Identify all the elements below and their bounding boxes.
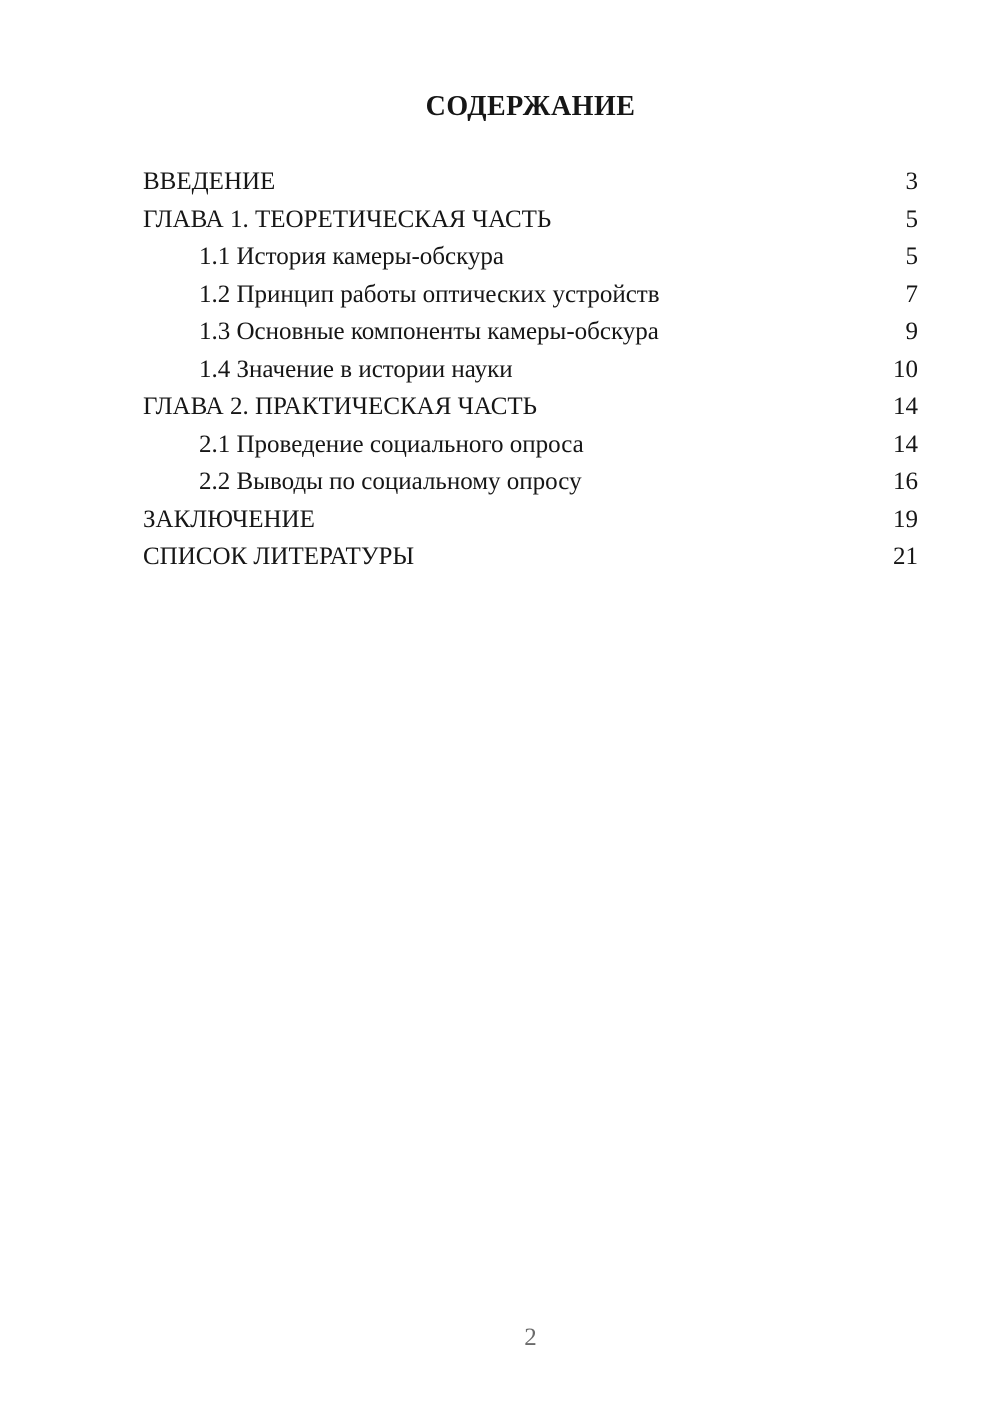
toc-entry xyxy=(143,463,918,501)
page-number: 2 xyxy=(524,1324,537,1351)
toc-entry xyxy=(143,313,918,351)
toc-entry-label: 2.2 Выводы по социальному опросу xyxy=(199,468,582,495)
toc-entry-page: 14 xyxy=(893,393,918,420)
toc-entry xyxy=(143,276,918,314)
toc-entry-label: 2.1 Проведение социального опроса xyxy=(199,430,584,458)
toc-entry-page: 5 xyxy=(905,243,918,270)
toc-entry xyxy=(143,201,918,239)
toc-entry-label: 1.2 Принцип работы оптических устройств xyxy=(199,280,660,308)
toc-entry-label: ЗАКЛЮЧЕНИЕ xyxy=(143,505,315,533)
toc-entry-label: ГЛАВА 2. ПРАКТИЧЕСКАЯ ЧАСТЬ xyxy=(143,393,538,420)
toc-entry-page: 16 xyxy=(893,468,918,495)
toc-entry-page: 19 xyxy=(893,505,918,533)
toc-entry-page: 21 xyxy=(893,543,918,570)
toc-entry-page: 14 xyxy=(893,430,918,458)
toc-entry-label: СПИСОК ЛИТЕРАТУРЫ xyxy=(143,543,415,570)
toc-entry-page: 3 xyxy=(905,168,918,195)
toc-entry-label: ВВЕДЕНИЕ xyxy=(143,168,276,195)
toc-entry xyxy=(143,351,918,389)
toc-entry-page: 7 xyxy=(905,280,918,308)
toc-entry xyxy=(143,426,918,464)
toc-entry-label: ГЛАВА 1. ТЕОРЕТИЧЕСКАЯ ЧАСТЬ xyxy=(143,205,552,233)
page-title: СОДЕРЖАНИЕ xyxy=(425,91,636,122)
toc-entry xyxy=(143,238,918,276)
toc-entry xyxy=(143,501,918,539)
toc-entry-label: 1.1 История камеры-обскура xyxy=(199,243,504,270)
toc-entry xyxy=(143,163,918,201)
toc-entry-page: 9 xyxy=(905,318,918,345)
toc-entry xyxy=(143,388,918,426)
toc-entry-label: 1.3 Основные компоненты камеры-обскура xyxy=(199,318,659,345)
toc-entry-label: 1.4 Значение в истории науки xyxy=(199,355,513,383)
toc-entry xyxy=(143,538,918,576)
toc-entry-page: 10 xyxy=(893,355,918,383)
toc-entry-page: 5 xyxy=(905,205,918,233)
table-of-contents xyxy=(143,163,918,576)
